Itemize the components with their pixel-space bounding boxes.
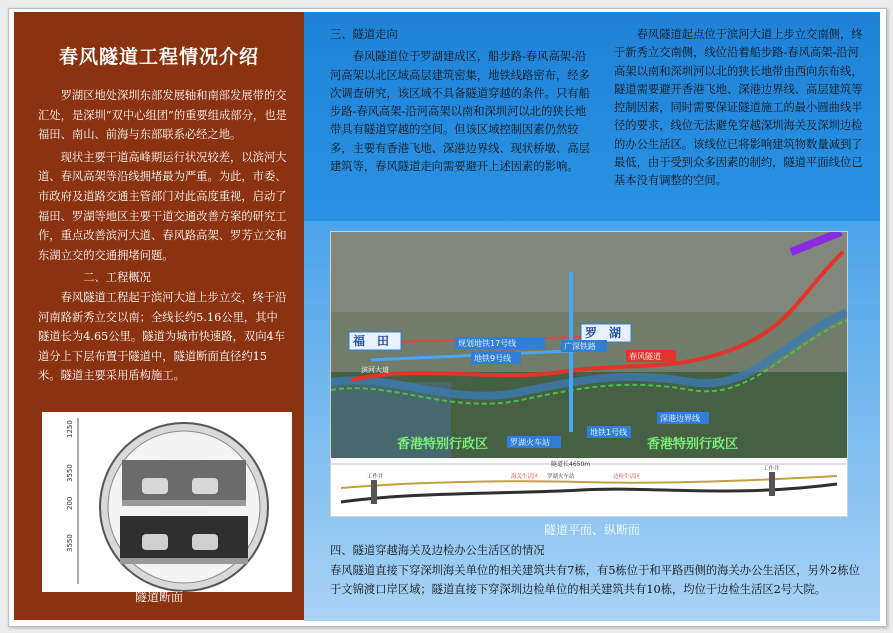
section3-title: 三、隧道走向 <box>330 28 398 41</box>
car-icon <box>142 478 168 494</box>
urban-area <box>331 232 847 312</box>
binhe-label: 滨河大道 <box>361 366 389 374</box>
diagram-caption: 隧道断面 <box>134 590 183 604</box>
car-icon <box>192 478 218 494</box>
cross-section-svg <box>42 412 292 592</box>
work-shaft-right <box>769 472 775 496</box>
route-map-svg <box>331 232 847 516</box>
dim-label-4: 3550 <box>66 534 74 552</box>
section4 <box>330 541 870 600</box>
work-shaft-left <box>371 480 377 504</box>
border-label: 深港边界线 <box>660 414 700 423</box>
futian-label: 福 田 <box>353 334 390 348</box>
line17-label: 规划地铁17号线 <box>458 339 517 348</box>
section3-text-right: 春风隧道起点位于滨河大道上步立交南侧，终于新秀立交南侧，线位沿着船步路-春风高架-沿河高架以南和深圳河以北的狭长地带由西向东布线，隧道需要避开香港飞地、深港边界线、高层建筑等控制因素，同时需要保证隧道施工的最小圆曲线半径的要求，线位无法避免穿越深圳海关及深圳边检的办公生活区。该线位已将影响建筑物数量减到了最低，由于受到众多因素的制约，隧道平面线位已基本没有调整的空间。 <box>614 28 863 188</box>
hk-label-right: 香港特别行政区 <box>647 437 739 452</box>
route-text-left <box>330 26 595 176</box>
intro-paragraph-2: 现状主要干道高峰期运行状况较差，以滨河大道、春风高架等沿线拥堵最为严重。为此，市委、市政府及道路交通主管部门对此高度重视，启动了福田、罗湖等地区主要干道交通改善方案的研究工作，重点改善滨河大道、春风路高架、罗芳立交和东湖立交的交通拥堵问题。 <box>38 150 287 262</box>
dim-label-3: 200 <box>66 496 74 510</box>
section2-text: 春风隧道工程起于滨河大道上步立交，终于沿河南路新秀立交以南；全线长约5.16公里，其中隧道长为4.65公里。隧道为城市快速路，双向4车道分上下层布置于隧道中，隧道断面直径约15米。隧道主要采用盾构施工。 <box>38 290 287 383</box>
lower-slab <box>120 558 248 564</box>
ceiling-light-icon <box>162 456 206 459</box>
prof-gate2-label: 工作井 <box>763 466 780 472</box>
section2-title: 二、工程概况 <box>83 271 151 285</box>
line9-label: 地铁9号线 <box>474 354 512 363</box>
tunnel-cross-section-diagram <box>42 412 292 592</box>
section4-text: 春风隧道直接下穿深圳海关单位的相关建筑共有7栋，有5栋位于和平路西侧的海关办公生活区，另外2栋位于文锦渡口岸区域；隧道直接下穿深圳边检单位的相关建筑共有10栋，均位于边检生活区2号大院。 <box>330 563 860 596</box>
car-icon <box>192 534 218 550</box>
upper-slab <box>122 500 246 506</box>
length-label: 隧道长4650m <box>551 461 591 468</box>
dim-label-1: 1250 <box>66 420 74 438</box>
prof-gate-label: 工作井 <box>367 474 384 480</box>
lower-deck <box>120 516 248 560</box>
route-text-right <box>614 26 866 191</box>
map-caption: 隧道平面、纵断面 <box>543 523 640 537</box>
dim-label-2: 3550 <box>66 464 74 482</box>
luohu-label: 罗 湖 <box>585 326 622 340</box>
upper-deck <box>122 460 246 504</box>
tunnel-label: 春风隧道 <box>629 352 661 361</box>
section4-title: 四、隧道穿越海关及边检办公生活区的情况 <box>330 544 545 557</box>
intro-paragraph-1: 罗湖区地处深圳东部发展轴和南部发展带的交汇处，是深圳“双中心组团”的重要组成部分，也是福田、南山、前海与东部联系必经之地。 <box>38 89 287 142</box>
prof-inspect-label: 边检生活区 <box>613 474 641 480</box>
guangshen-label: 广深铁路 <box>564 342 596 351</box>
intro-text <box>38 86 288 389</box>
page-title: 春风隧道工程情况介绍 <box>58 46 259 68</box>
car-icon <box>142 534 168 550</box>
tunnel-route-map <box>330 231 848 517</box>
line1-label: 地铁1号线 <box>590 428 628 437</box>
hk-label-left: 香港特别行政区 <box>397 437 489 452</box>
intro-panel <box>14 12 304 620</box>
lw-station-label: 罗湖火车站 <box>510 438 550 447</box>
prof-customs-label: 海关生活区 <box>511 474 539 480</box>
prof-lw-label: 罗湖火车站 <box>547 474 575 480</box>
section3-text-left: 春风隧道位于罗湖建成区，船步路-春风高架-沿河高架以北区域高层建筑密集，地铁线路密布，经多次调查研究，该区域不具备隧道穿越的条件。只有船步路-春风高架-沿河高架以南和深圳河以北的狭长地带具有隧道穿越的空间。但该区域控制因素仍然较多，主要有香港飞地、深港边界线、现状桥墩、高层建筑等，春风隧道走向需要避开上述因素的影响。 <box>330 50 590 174</box>
ceiling-light-icon <box>162 511 206 514</box>
